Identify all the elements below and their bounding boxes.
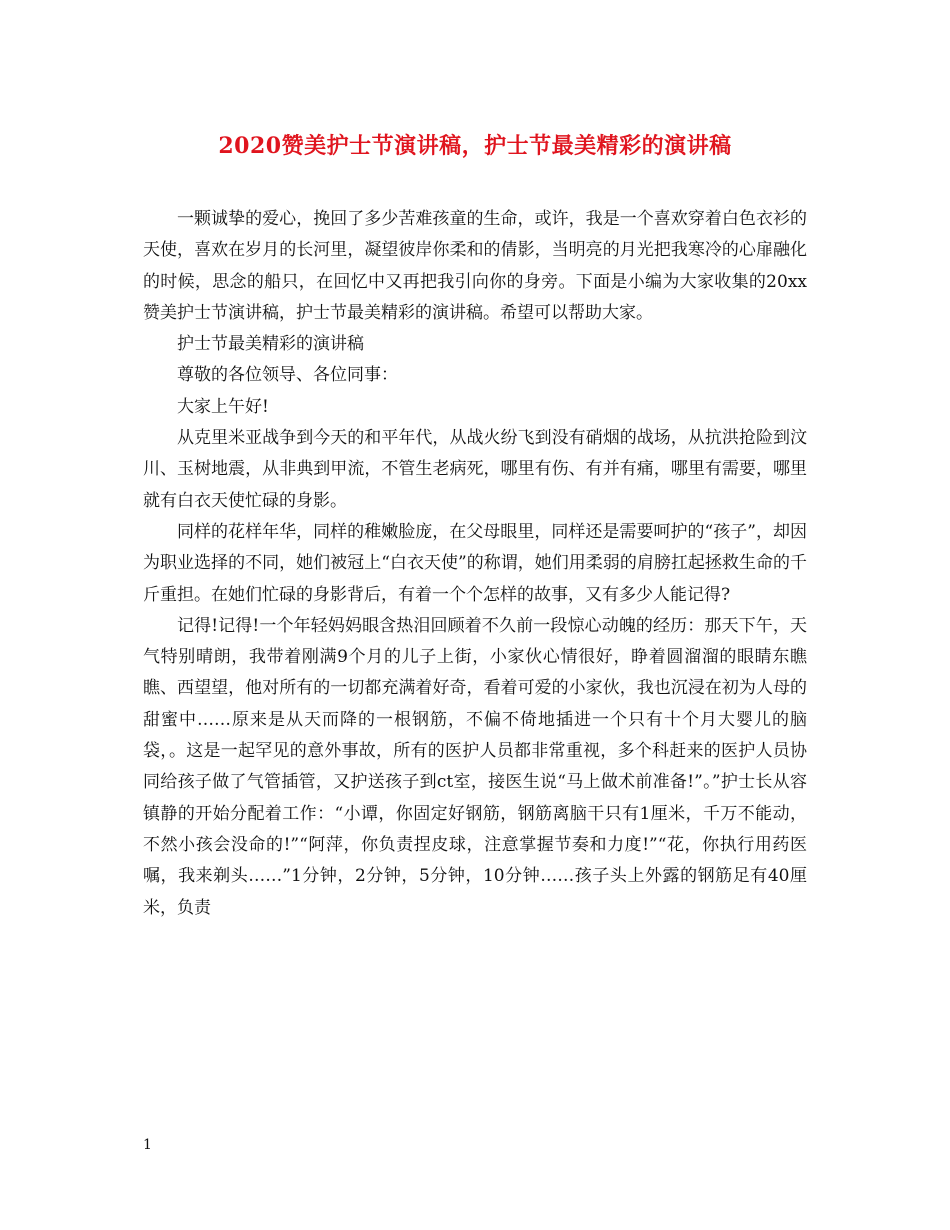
paragraph: 从克里米亚战争到今天的和平年代，从战火纷飞到没有硝烟的战场，从抗洪抢险到汶川、玉树地震，从非典到甲流，不管生老病死，哪里有伤、有并有痛，哪里有需要，哪里就有白衣天使忙碌的身影。: [143, 428, 807, 511]
paragraph: 同样的花样年华，同样的稚嫩脸庞，在父母眼里，同样还是需要呵护的“孩子”，却因为职业选择的不同，她们被冠上“白衣天使”的称谓，她们用柔弱的肩膀扛起拯救生命的千斤重担。在她们忙碌的身影背后，有着一个个怎样的故事，又有多少人能记得?: [143, 521, 807, 605]
paragraph: 护士节最美精彩的演讲稿: [177, 334, 364, 355]
document-body: [143, 204, 807, 924]
document-title: 2020赞美护士节演讲稿，护士节最美精彩的演讲稿: [218, 133, 732, 159]
paragraph: 尊敬的各位领导、各位同事：: [177, 365, 398, 386]
paragraph: 大家上午好!: [177, 396, 269, 417]
page-number: 1: [143, 1137, 152, 1153]
paragraph: 记得!记得!一个年轻妈妈眼含热泪回顾着不久前一段惊心动魄的经历：那天下午，天气特别晴朗，我带着刚满9个月的儿子上街，小家伙心情很好，睁着圆溜溜的眼睛东瞧瞧、西望望，他对所有的一切都充满着好奇，看着可爱的小家伙，我也沉浸在初为人母的甜蜜中……原来是从天而降的一根钢筋，不偏不倚地插进一个只有十个月大婴儿的脑袋，。这是一起罕见的意外事故，所有的医护人员都非常重视，多个科赶来的医护人员协同给孩子做了气管插管，又护送孩子到ct室，接医生说“马上做术前准备!”。”护士长从容镇静的开始分配着工作：“小谭，你固定好钢筋，钢筋离脑干只有1厘米，千万不能动，不然小孩会没命的!”“阿萍，你负责捏皮球，注意掌握节奏和力度!”“花，你执行用药医嘱，我来剃头……”1分钟，2分钟，5分钟，10分钟……孩子头上外露的钢筋足有40厘米，负责: [143, 615, 807, 918]
paragraph: 一颗诚挚的爱心，挽回了多少苦难孩童的生命，或许，我是一个喜欢穿着白色衣衫的天使，喜欢在岁月的长河里，凝望彼岸你柔和的倩影，当明亮的月光把我寒冷的心扉融化的时候，思念的船只，在回忆中又再把我引向你的身旁。下面是小编为大家收集的20xx赞美护士节演讲稿，护士节最美精彩的演讲稿。希望可以帮助大家。: [143, 209, 807, 323]
